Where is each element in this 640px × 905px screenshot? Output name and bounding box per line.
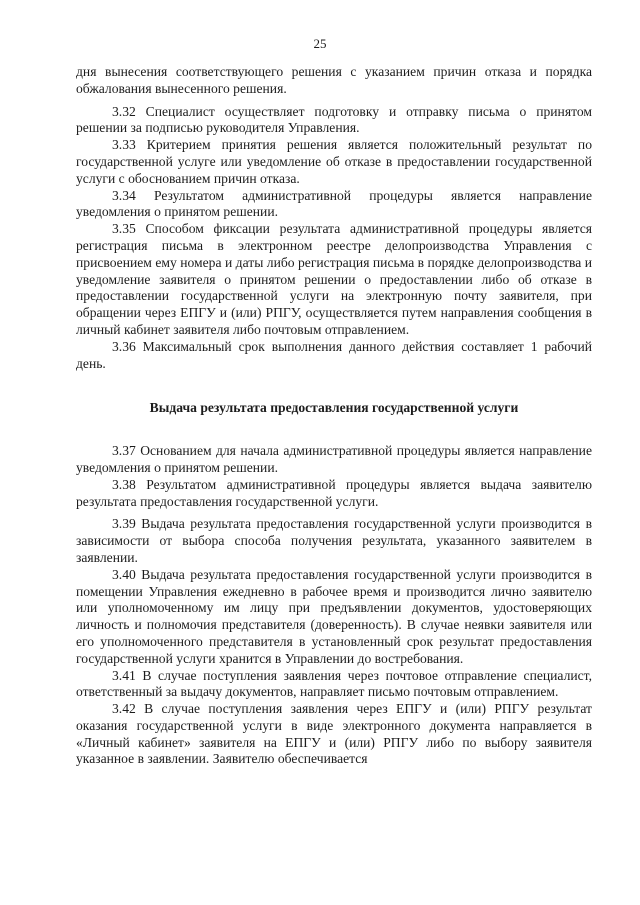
paragraph-3-40: 3.40 Выдача результата предоставления государственной услуги производится в помещении Управления ежедневно в рабочее время и производится лично заявителю или уполномоченному им лицу при предъявлении документов, удостоверяющих личность и полномочия представителя (доверенность). В случае неявки заявителя или его уполномоченного представителя в установленный срок результат предоставления государственной услуги хранится в Управлении до востребования.: [76, 566, 592, 666]
paragraph-3-41: 3.41 В случае поступления заявления через почтовое отправление специалист, ответственный за выдачу документов, направляет письмо почтовым отправлением.: [76, 667, 592, 700]
paragraph-continuation: дня вынесения соответствующего решения с указанием причин отказа и порядка обжалования вынесенного решения.: [76, 64, 592, 96]
page-number: 25: [313, 36, 327, 51]
paragraph-3-32: 3.32 Специалист осуществляет подготовку и отправку письма о принятом решении за подписью руководителя Управления.: [76, 103, 592, 136]
paragraph-3-42: 3.42 В случае поступления заявления через ЕПГУ и (или) РПГУ результат оказания государственной услуги в виде электронного документа направляется в «Личный кабинет» заявителя на ЕПГУ и (или) РПГУ либо по выбору заявителя указанное в заявлении. Заявителю обеспечивается: [76, 701, 592, 767]
document-body: [76, 64, 592, 768]
section-heading: Выдача результата предоставления государственной услуги: [149, 400, 519, 416]
paragraph-3-34: 3.34 Результатом административной процедуры является направление уведомления о принятом решении.: [76, 187, 592, 220]
paragraph-3-33: 3.33 Критерием принятия решения является положительный результат по государственной услуге или уведомление об отказе в предоставлении государственной услуги с обоснованием причин отказа.: [76, 137, 592, 186]
paragraph-3-36: 3.36 Максимальный срок выполнения данного действия составляет 1 рабочий день.: [76, 338, 592, 371]
paragraph-3-39: 3.39 Выдача результата предоставления государственной услуги производится в зависимости от выбора способа получения результата, указанного заявителем в заявлении.: [76, 516, 592, 565]
paragraph-3-35: 3.35 Способом фиксации результата административной процедуры является регистрация письма в электронном реестре делопроизводства Управления с присвоением ему номера и даты либо регистрация письма в порядке делопроизводства и уведомление заявителя о принятом решении о предоставлении либо об отказе в предоставлении государственной услуги на электронную почту заявителя, при обращении через ЕПГУ и (или) РПГУ, осуществляется путем направления сообщения в личный кабинет заявителя либо почтовым отправлением.: [76, 221, 592, 337]
paragraph-3-38: 3.38 Результатом административной процедуры является выдача заявителю результата предоставления государственной услуги.: [76, 476, 592, 509]
paragraph-3-37: 3.37 Основанием для начала административной процедуры является направление уведомления о принятом решении.: [76, 443, 592, 475]
